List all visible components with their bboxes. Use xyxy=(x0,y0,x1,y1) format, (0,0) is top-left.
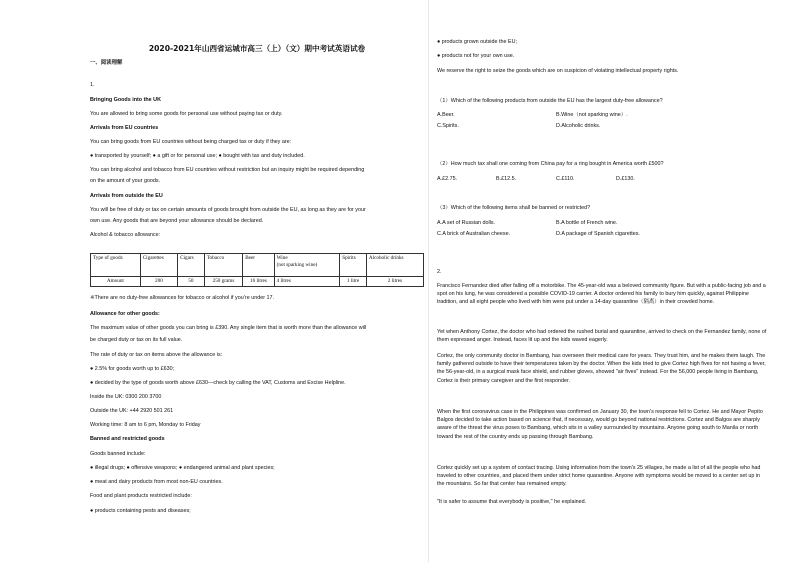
passage-line: The maximum value of other goods you can bring is £390. Any single item that is worth more than the allowance will xyxy=(90,325,367,331)
table-cell: 250 grams xyxy=(204,277,242,287)
option-c[interactable]: C.£110. xyxy=(556,176,575,182)
option-d[interactable]: D.£130. xyxy=(616,176,635,182)
section-heading: 一、阅读理解 xyxy=(90,60,123,66)
subheading-eu: Arrivals from EU countries xyxy=(90,125,159,131)
option-a[interactable]: A.A set of Russian dolls. xyxy=(437,220,496,226)
table-cell: 200 xyxy=(140,277,177,287)
passage-line: You will be free of duty or tax on certain amounts of goods brought from outside the EU, as long as they are for your xyxy=(90,207,366,213)
table-header-cell: Cigars xyxy=(178,254,205,277)
option-b[interactable]: B.A bottle of French wine. xyxy=(556,220,618,226)
table-row xyxy=(91,254,424,277)
passage-heading: Bringing Goods into the UK xyxy=(90,97,161,103)
table-row xyxy=(91,277,424,287)
phone-inside: Inside the UK: 0300 200 3700 xyxy=(90,394,162,400)
passage-line: Goods banned include: xyxy=(90,451,146,457)
option-a[interactable]: A.£2.75. xyxy=(437,176,458,182)
question-2-stem: （2）How much tax shall one coming from China pay for a ring bought in America worth £500? xyxy=(437,161,664,167)
table-header-cell: Alcoholic drinks xyxy=(366,254,423,277)
wine-label: Wine xyxy=(276,255,288,261)
table-cell: Amount xyxy=(91,277,141,287)
option-b[interactable]: B.£12.5. xyxy=(496,176,517,182)
passage-paragraph: Yet when Anthony Cortez, the doctor who had ordered the rushed burial and quarantine, arrived to check on the Fernandez family, none of them expressed anger. Instead, faces lit up and the kids waved eagerly. xyxy=(437,329,767,344)
passage-line: ● products grown outside the EU; xyxy=(437,39,517,45)
passage-line: ● decided by the type of goods worth above £630—check by calling the VAT, Customs and Excise Helpline. xyxy=(90,380,346,386)
table-note: ※There are no duty-free allowances for tobacco or alcohol if you’re under 17. xyxy=(90,295,275,301)
passage-line: You can bring alcohol and tobacco from EU countries without restriction but an inquiry might be required depending xyxy=(90,167,365,173)
passage-line: ● illegal drugs; ● offensive weapons; ● endangered animal and plant species; xyxy=(90,465,275,471)
question-number-2: 2. xyxy=(437,269,442,275)
passage-line: ● 2.5% for goods worth up to £630; xyxy=(90,366,175,372)
passage-line: ● products containing pests and diseases; xyxy=(90,508,191,514)
subheading-outside-eu: Arrivals from outside the EU xyxy=(90,193,163,199)
page-fold-divider xyxy=(428,0,429,562)
option-d[interactable]: D.Alcoholic drinks. xyxy=(556,123,601,129)
option-d[interactable]: D.A package of Spanish cigarettes. xyxy=(556,231,640,237)
subheading-banned: Banned and restricted goods xyxy=(90,436,165,442)
wine-sublabel: (not sparking wine) xyxy=(276,262,318,268)
table-cell: 16 litres xyxy=(243,277,274,287)
table-cell: 2 litres xyxy=(366,277,423,287)
subheading-other-goods: Allowance for other goods: xyxy=(90,311,160,317)
table-cell: 50 xyxy=(178,277,205,287)
option-a[interactable]: A.Beer. xyxy=(437,112,455,118)
table-header-cell xyxy=(274,254,340,277)
table-header-cell: Type of goods xyxy=(91,254,141,277)
question-number-1: 1. xyxy=(90,82,95,88)
passage-line: The rate of duty or tax on items above the allowance is: xyxy=(90,352,223,358)
passage-paragraph: "It is safer to assume that everybody is positive," he explained. xyxy=(437,499,587,505)
passage-line: ● products not for your own use. xyxy=(437,53,515,59)
table-header-cell: Beer xyxy=(243,254,274,277)
exam-title: 2020-2021年山西省运城市高三（上）（文）期中考试英语试卷 xyxy=(148,44,366,53)
passage-line: You are allowed to bring some goods for personal use without paying tax or duty. xyxy=(90,111,283,117)
passage-line: on the amount of your goods. xyxy=(90,178,161,184)
working-time: Working time: 8 am to 6 pm, Monday to Friday xyxy=(90,422,201,428)
table-header-cell: Tobacco xyxy=(204,254,242,277)
option-c[interactable]: C.A brick of Australian cheese. xyxy=(437,231,511,237)
passage-paragraph: Francisco Fernandez died after falling off a motorbike. The 45-year-old was a beloved community figure. But with a public-facing job and a spot on his lung, he was considered a possible COVID-19 carrier. A doctor ordered his family to bury him quickly, against Philippine tradition, and all eight people who lived with him were put under a 14-day quarantine（隔离）in their crowded home. xyxy=(437,283,766,306)
passage-paragraph: Cortez, the only community doctor in Bambang, has overseen their medical care for years. They trust him, and he makes them laugh. The family gathered outside to have their temperatures taken by the doctor. When the kids tried to give Cortez high fives for not having a fever, the 56-year-old, in a surgical mask face shield, and rubber gloves, showed "air fives" instead. For the 56,000 people living in Bambang, Cortez is their primary caregiver and the first responder. xyxy=(437,353,766,384)
table-cell: 4 litres xyxy=(274,277,340,287)
passage-line: We reserve the right to seize the goods which are on suspicion of violating intellectual property rights. xyxy=(437,68,679,74)
table-header-cell: Spirits xyxy=(340,254,367,277)
passage-line: Alcohol & tobacco allowance: xyxy=(90,232,161,238)
passage-line: own use. Any goods that are beyond your allowance should be declared. xyxy=(90,218,264,224)
question-3-stem: （3）Which of the following items shall be banned or restricted? xyxy=(437,205,591,211)
passage-line: Food and plant products restricted include: xyxy=(90,493,192,499)
passage-line: You can bring goods from EU countries without being charged tax or duty if they are: xyxy=(90,139,292,145)
passage-line: be charged duty or tax on its full value. xyxy=(90,337,183,343)
phone-outside: Outside the UK: +44 2920 501 261 xyxy=(90,408,174,414)
allowance-table xyxy=(90,253,424,287)
passage-paragraph: When the first coronavirus case in the Philippines was confirmed on January 30, the town's response fell to Cortez. He and Mayor Pepito Balgos decided to take action based on science that, if necessary, would go beyond national restrictions. Cortez and Balgos are sharply aware of the threat the virus poses to Bambang, which sits in a valley surrounded by mountains. Anyone going south to Manila or north toward the rest of the country ends up passing through Bambang. xyxy=(437,409,763,440)
table-cell: 1 litre xyxy=(340,277,367,287)
passage-line: ● transported by yourself; ● a gift or for personal use; ● bought with tax and duty included. xyxy=(90,153,305,159)
passage-line: ● meat and dairy products from most non-EU countries. xyxy=(90,479,223,485)
table-header-cell: Cigarettes xyxy=(140,254,177,277)
option-b[interactable]: B.Wine（not sparking wine）. xyxy=(556,112,628,118)
option-c[interactable]: C.Spirits. xyxy=(437,123,459,129)
question-1-stem: （1）Which of the following products from outside the EU has the largest duty-free allowance? xyxy=(437,98,663,104)
passage-paragraph: Cortez quickly set up a system of contact tracing. Using information from the town's 25 villages, he made a list of all the people who had traveled to other countries, and placed them under strict home quarantine. Anyone with symptoms would be moved to a center set up in the mountains. So far that center has remained empty. xyxy=(437,465,761,488)
